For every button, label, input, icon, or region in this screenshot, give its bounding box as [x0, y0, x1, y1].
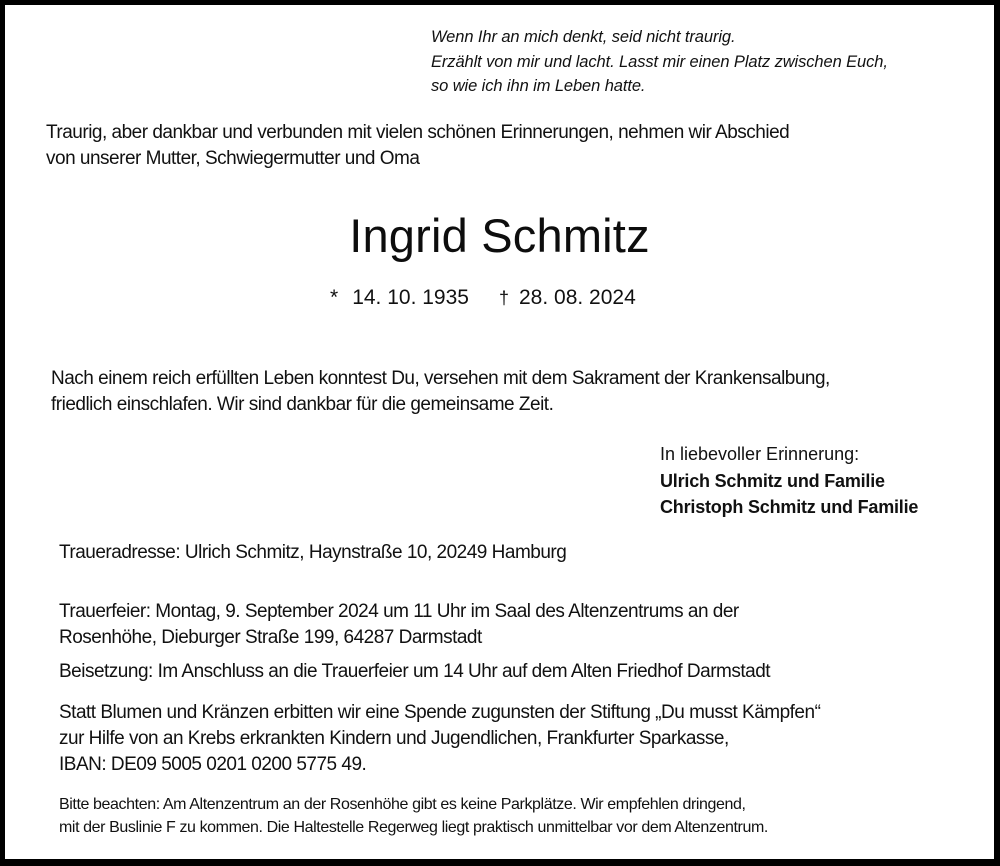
motto-line: so wie ich ihn im Leben hatte. [431, 77, 646, 95]
death-date: 28. 08. 2024 [518, 286, 636, 309]
motto-quote [431, 25, 888, 99]
donation-info [59, 700, 820, 778]
tribute-line: friedlich einschlafen. Wir sind dankbar für die gemeinsame Zeit. [51, 394, 554, 415]
death-cross-icon: † [498, 288, 509, 308]
donation-line: zur Hilfe von an Krebs erkrankten Kindern und Jugendlichen, Frankfurter Sparkasse, [59, 728, 729, 749]
intro-line: Traurig, aber dankbar und verbunden mit vielen schönen Erinnerungen, nehmen wir Abschied [46, 122, 790, 143]
birth-star-icon: * [330, 286, 339, 309]
mourners-block [660, 441, 918, 521]
tribute-line: Nach einem reich erfüllten Leben konntest Du, versehen mit dem Sakrament der Krankensalbung, [51, 368, 830, 389]
funeral-service-line: Rosenhöhe, Dieburger Straße 199, 64287 Darmstadt [59, 627, 482, 648]
intro-line: von unserer Mutter, Schwiegermutter und Oma [46, 148, 420, 169]
motto-line: Erzählt von mir und lacht. Lasst mir einen Platz zwischen Euch, [431, 52, 888, 71]
motto-line: Wenn Ihr an mich denkt, seid nicht traurig. [431, 28, 736, 46]
deceased-name: Ingrid Schmitz [349, 209, 650, 262]
donation-line: Statt Blumen und Kränzen erbitten wir eine Spende zugunsten der Stiftung „Du musst Kämpfen“ [59, 702, 821, 723]
parking-note-line: mit der Buslinie F zu kommen. Die Haltestelle Regerweg liegt praktisch unmittelbar vor dem Altenzentrum. [59, 819, 768, 836]
mourning-address: Traueradresse: Ulrich Schmitz, Haynstraße 10, 20249 Hamburg [59, 542, 567, 563]
obituary-notice [5, 5, 994, 859]
mourner-name: Christoph Schmitz und Familie [660, 497, 919, 517]
intro-text [46, 120, 789, 172]
life-dates [330, 284, 636, 312]
mourners-heading: In liebevoller Erinnerung: [660, 444, 860, 464]
funeral-service-line: Trauerfeier: Montag, 9. September 2024 um 11 Uhr im Saal des Altenzentrums an der [59, 601, 739, 622]
donation-iban: IBAN: DE09 5005 0201 0200 5775 49. [59, 754, 367, 775]
parking-note-line: Bitte beachten: Am Altenzentrum an der Rosenhöhe gibt es keine Parkplätze. Wir empfehlen dringend, [59, 796, 746, 813]
tribute-text [51, 366, 830, 418]
burial-info: Beisetzung: Im Anschluss an die Trauerfeier um 14 Uhr auf dem Alten Friedhof Darmstadt [59, 661, 771, 682]
parking-note [59, 793, 768, 839]
mourner-name: Ulrich Schmitz und Familie [660, 470, 885, 491]
birth-date: 14. 10. 1935 [352, 286, 469, 309]
funeral-service-info [59, 599, 739, 651]
